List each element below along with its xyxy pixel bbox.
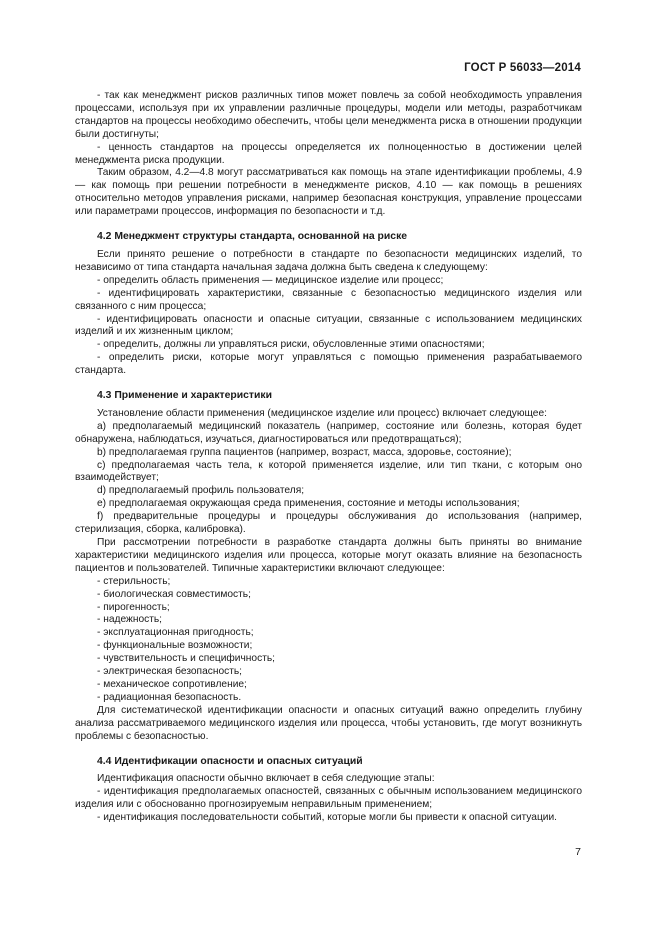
paragraph: Установление области применения (медицинское изделие или процесс) включает следующее: [97,407,547,419]
list-item: f) предварительные процедуры и процедуры обслуживания до использования (например, стерилизация, сборка, калибровка). [75,511,582,536]
list-item: - определить риски, которые могут управляться с помощью применения разрабатываемого стандарта. [75,352,582,377]
paragraph: Идентификация опасности обычно включает в себя следующие этапы: [97,773,435,785]
paragraph: - ценность стандартов на процессы определяется их полноценностью в достижении целей менеджмента риска продукции. [75,141,582,166]
list-item: - идентификация последовательности событий, которые могли бы привести к опасной ситуации. [97,812,557,824]
section-heading-4-3: 4.3 Применение и характеристики [97,390,272,402]
document-body [75,90,582,825]
paragraph: Таким образом, 4.2—4.8 могут рассматриваться как помощь на этапе идентификации проблемы, 4.9 — как помощь при решении потребности в менеджменте рисков, 4.10 — как помощь в решениях относительно методов управления рисками, например безопасная конструкция, управление процессами или параметрами процессов, информация по безопасности и т.д. [75,167,582,218]
list-item: - биологическая совместимость; [97,588,251,600]
list-item: c) предполагаемая часть тела, к которой применяется изделие, или тип ткани, с которым оно взаимодействует; [75,459,582,484]
list-item: - эксплуатационная пригодность; [97,627,254,639]
list-item: - стерильность; [97,575,171,587]
list-item: - надежность; [97,614,163,626]
list-item: - чувствительность и специфичность; [97,653,275,665]
list-item: - идентификация предполагаемых опасностей, связанных с обычным использованием медицинского изделия или с обоснованно прогнозируемым неправильным применением; [75,786,582,811]
list-item: b) предполагаемая группа пациентов (например, возраст, масса, здоровье, состояние); [97,446,512,458]
paragraph: - так как менеджмент рисков различных типов может повлечь за собой необходимость управления процессами, используя при их управлении различные процедуры, модели или методы, разработчикам стандартов на процессы необходимо обеспечить, чтобы цели менеджмента риска в отношении продукции были достигнуты; [75,90,582,140]
paragraph: Если принято решение о потребности в стандарте по безопасности медицинских изделий, то независимо от типа стандарта начальная задача должна быть сведена к следующему: [75,248,582,273]
list-item: - определить область применения — медицинское изделие или процесс; [97,274,444,286]
section-heading-4-4: 4.4 Идентификации опасности и опасных ситуаций [97,755,363,767]
list-item: - идентифицировать характеристики, связанные с безопасностью медицинского изделия или связанного с ним процесса; [75,287,582,312]
list-item: - механическое сопротивление; [97,678,247,690]
page-number: 7 [575,846,581,858]
list-item: - функциональные возможности; [97,640,253,652]
list-item: - радиационная безопасность. [97,691,242,703]
list-item: d) предполагаемый профиль пользователя; [97,485,305,497]
paragraph: При рассмотрении потребности в разработке стандарта должны быть приняты во внимание характеристики медицинского изделия или процесса, которые могут оказать влияние на безопасность пациентов и пользователей. Типичные характеристики включают следующее: [75,537,582,574]
section-heading-4-2: 4.2 Менеджмент структуры стандарта, основанной на риске [97,231,408,243]
list-item: e) предполагаемая окружающая среда применения, состояние и методы использования; [97,498,520,510]
list-item: - определить, должны ли управляться риски, обусловленные этими опасностями; [97,339,485,351]
paragraph: Для систематической идентификации опасности и опасных ситуаций важно определить глубину анализа рассматриваемого медицинского изделия или процесса, чтобы установить, где могут возникнуть проблемы с безопасностью. [75,704,582,742]
list-item: - пирогенность; [97,601,170,613]
document-id: ГОСТ Р 56033—2014 [464,62,581,74]
list-item: a) предполагаемый медицинский показатель (например, состояние или болезнь, которая будет обнаружена, наблюдаться, изучаться, диагностироваться или предотвращаться); [75,420,582,445]
list-item: - идентифицировать опасности и опасные ситуации, связанные с использованием медицинских изделий и их жизненным циклом; [75,313,582,338]
list-item: - электрическая безопасность; [97,666,243,678]
